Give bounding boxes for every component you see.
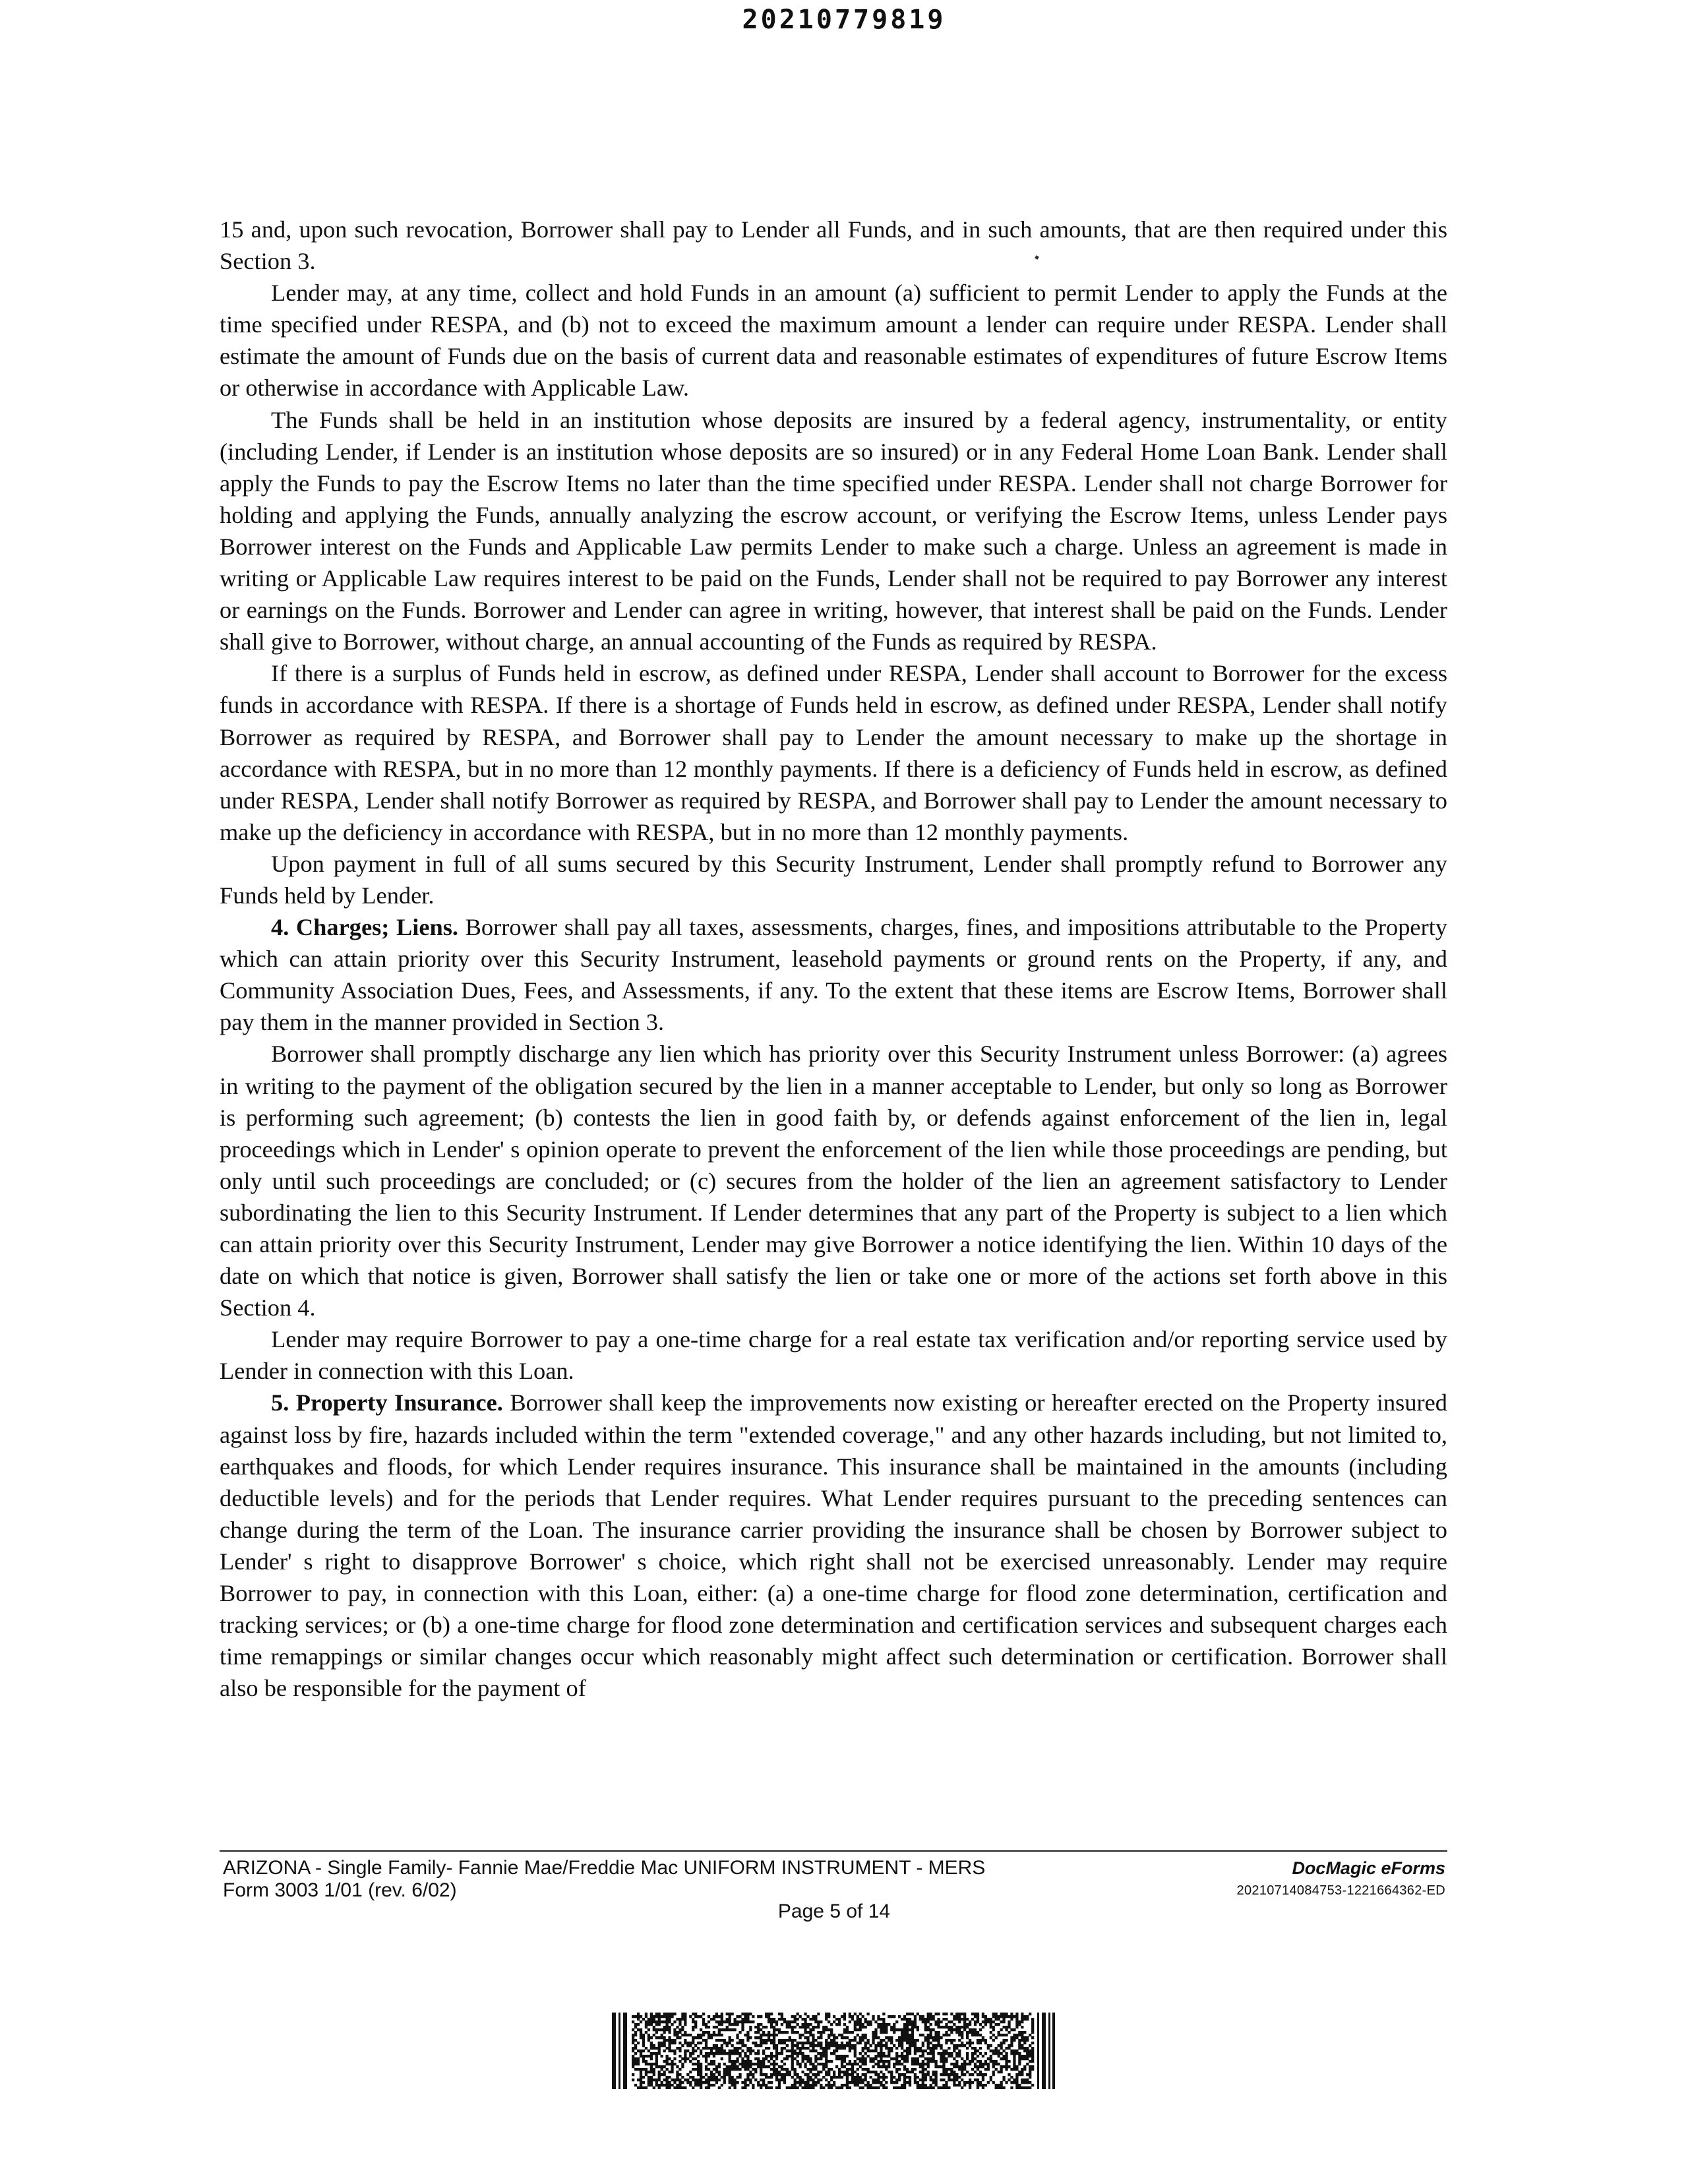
section5-heading: 5. Property Insurance.	[271, 1389, 503, 1416]
section5-text: Borrower shall keep the improvements now existing or hereafter erected on the Property insured against loss by fire, hazards included within the term "extended coverage," and any other hazards including, but not limited to, earthquakes and floods, for which Lender requires insurance. This insurance shall be maintained in the amounts (including deductible levels) and for the periods that Lender requires. What Lender requires pursuant to the preceding sentences can change during the term of the Loan. The insurance carrier providing the insurance shall be chosen by Borrower subject to Lender' s right to disapprove Borrower' s choice, which right shall not be exercised unreasonably. Lender may require Borrower to pay, in connection with this Loan, either: (a) a one-time charge for flood zone determination, certification and tracking services; or (b) a one-time charge for flood zone determination and certification services and subsequent charges each time remappings or similar changes occur which reasonably might affect such determination or certification. Borrower shall also be responsible for the payment of	[220, 1389, 1447, 1702]
barcode-icon	[612, 2013, 1055, 2089]
paragraph-tax-verification: Lender may require Borrower to pay a one-time charge for a real estate tax verification and/or reporting service used by Lender in connection with this Loan.	[220, 1326, 1447, 1385]
form-identifier	[223, 1857, 985, 1902]
paragraph-section4	[220, 911, 1447, 1038]
paragraph-funds-held: The Funds shall be held in an institution whose deposits are insured by a federal agency, instrumentality, or entity (including Lender, if Lender is an institution whose deposits are so insured) or in any Federal Home Loan Bank. Lender shall apply the Funds to pay the Escrow Items no later than the time specified under RESPA. Lender shall not charge Borrower for holding and applying the Funds, annually analyzing the escrow account, or verifying the Escrow Items, unless Lender pays Borrower interest on the Funds and Applicable Law permits Lender to make such a charge. Unless an agreement is made in writing or Applicable Law requires interest to be paid on the Funds, Lender shall not be required to pay Borrower any interest or earnings on the Funds. Borrower and Lender can agree in writing, however, that interest shall be paid on the Funds. Lender shall give to Borrower, without charge, an annual accounting of the Funds as required by RESPA.	[220, 406, 1447, 655]
footer-divider	[220, 1850, 1447, 1852]
docmagic-logo: DocMagic eForms	[1292, 1858, 1445, 1878]
paragraph-refund: Upon payment in full of all sums secured by this Security Instrument, Lender shall promptly refund to Borrower any Funds held by Lender.	[220, 850, 1447, 909]
recording-number: 20210779819	[742, 5, 946, 35]
document-body	[220, 214, 1447, 1704]
form-line-2: Form 3003 1/01 (rev. 6/02)	[223, 1879, 457, 1901]
page-number: Page 5 of 14	[777, 1900, 891, 1922]
paragraph-surplus: If there is a surplus of Funds held in escrow, as defined under RESPA, Lender shall account to Borrower for the excess funds in accordance with RESPA. If there is a shortage of Funds held in escrow, as defined under RESPA, Lender shall notify Borrower as required by RESPA, and Borrower shall pay to Lender the amount necessary to make up the shortage in accordance with RESPA, but in no more than 12 monthly payments. If there is a deficiency of Funds held in escrow, as defined under RESPA, Lender shall notify Borrower as required by RESPA, and Borrower shall pay to Lender the amount necessary to make up the deficiency in accordance with RESPA, but in no more than 12 monthly payments.	[220, 660, 1447, 845]
document-id: 20210714084753-1221664362-ED	[1236, 1883, 1445, 1898]
section4-heading: 4. Charges; Liens.	[271, 914, 459, 941]
section4-text: Borrower shall pay all taxes, assessments, charges, fines, and impositions attributable to the Property which can attain priority over this Security Instrument, leasehold payments or ground rents on the Property, if any, and Community Association Dues, Fees, and Assessments, if any. To the extent that these items are Escrow Items, Borrower shall pay them in the manner provided in Section 3.	[220, 914, 1447, 1036]
paragraph-section5	[220, 1387, 1447, 1704]
paragraph-discharge-lien: Borrower shall promptly discharge any lien which has priority over this Security Instrument unless Borrower: (a) agrees in writing to the payment of the obligation secured by the lien in a manner acceptable to Lender, but only so long as Borrower is performing such agreement; (b) contests the lien in good faith by, or defends against enforcement of the lien in, legal proceedings which in Lender' s opinion operate to prevent the enforcement of the lien while those proceedings are pending, but only until such proceedings are concluded; or (c) secures from the holder of the lien an agreement satisfactory to Lender subordinating the lien to this Security Instrument. If Lender determines that any part of the Property is subject to a lien which can attain priority over this Security Instrument, Lender may give Borrower a notice identifying the lien. Within 10 days of the date on which that notice is given, Borrower shall satisfy the lien or take one or more of the actions set forth above in this Section 4.	[220, 1041, 1447, 1321]
paragraph-section3-end: 15 and, upon such revocation, Borrower shall pay to Lender all Funds, and in such amounts, that are then required under this Section 3.	[220, 216, 1447, 275]
form-line-1: ARIZONA - Single Family- Fannie Mae/Freddie Mac UNIFORM INSTRUMENT - MERS	[223, 1857, 986, 1879]
paragraph-collect-funds: Lender may, at any time, collect and hold Funds in an amount (a) sufficient to permit Lender to apply the Funds at the time specified under RESPA, and (b) not to exceed the maximum amount a lender can require under RESPA. Lender shall estimate the amount of Funds due on the basis of current data and reasonable estimates of expenditures of future Escrow Items or otherwise in accordance with Applicable Law.	[220, 280, 1447, 402]
vendor-block	[1237, 1857, 1445, 1902]
